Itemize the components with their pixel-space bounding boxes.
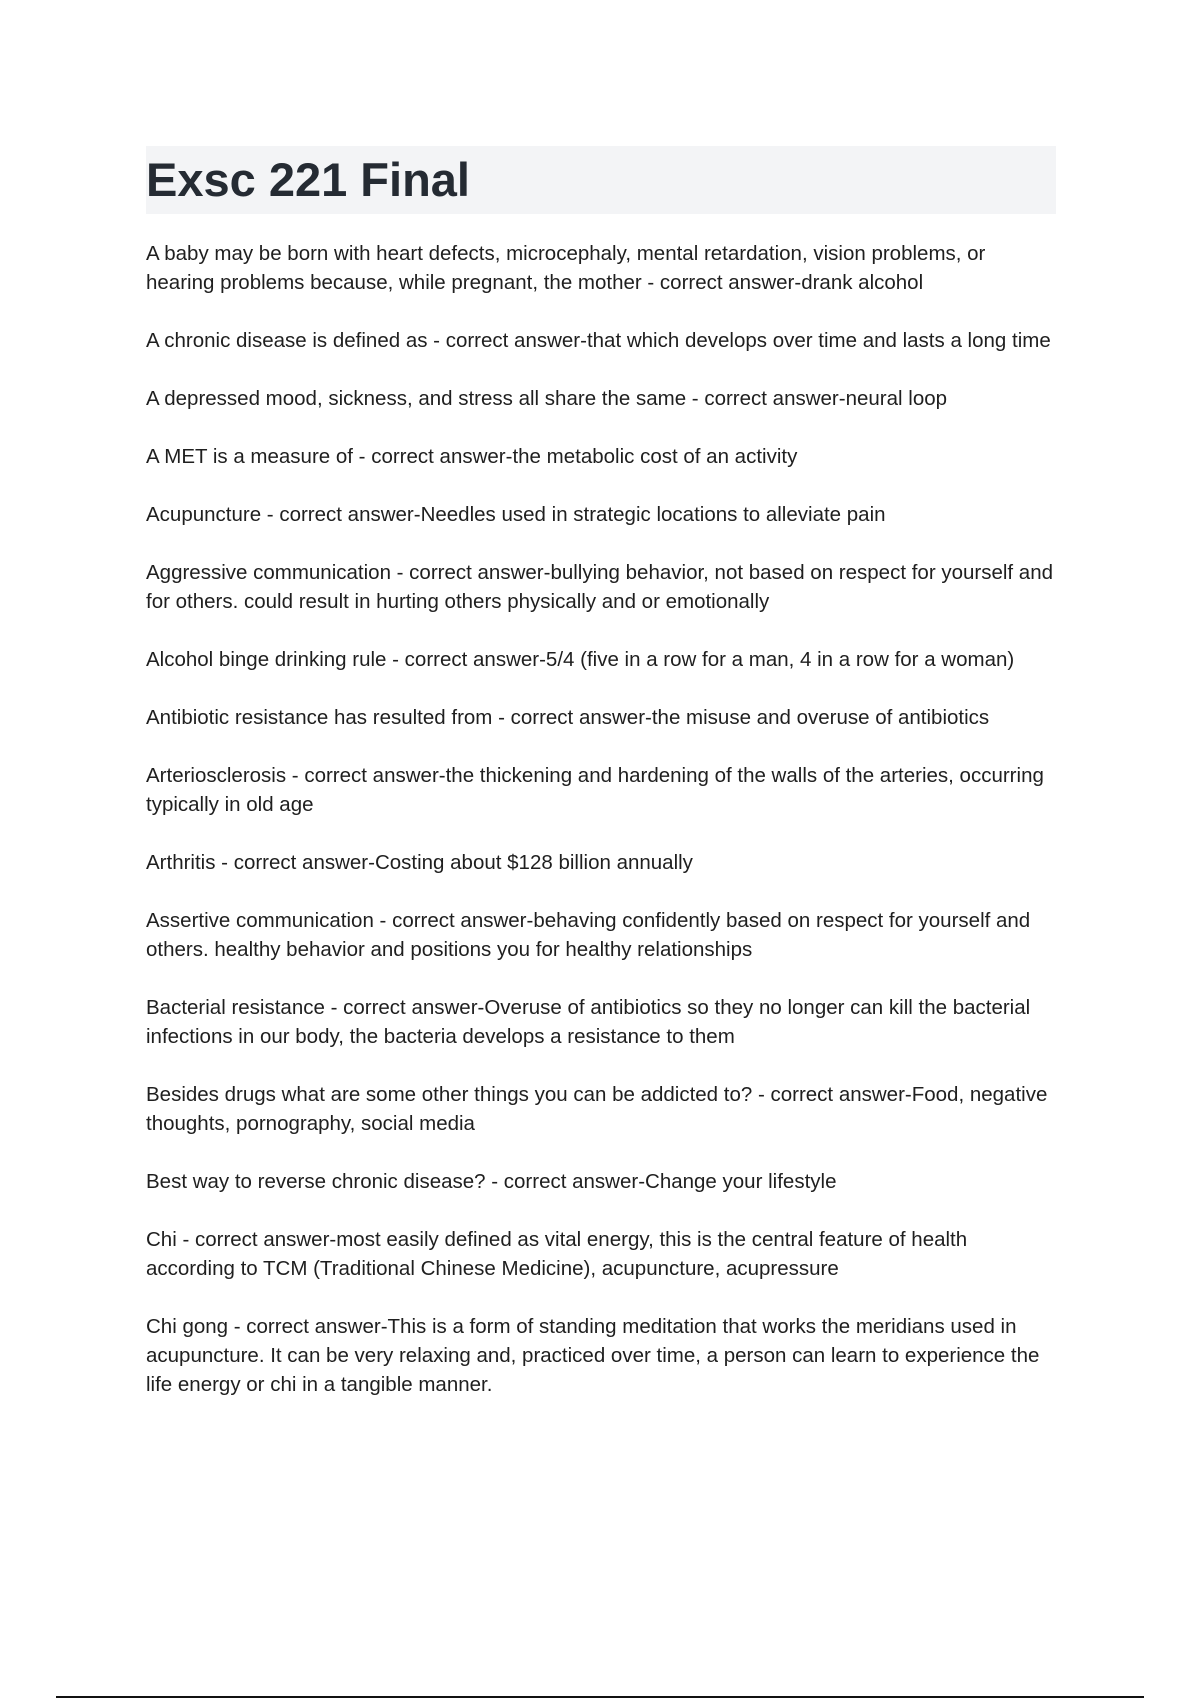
title-banner (146, 146, 1056, 214)
qa-item: Chi gong - correct answer-This is a form of standing meditation that works the meridians used in acupuncture. It can be very relaxing and, practiced over time, a person can learn to experience the life energy or chi in a tangible manner. (146, 1315, 1040, 1396)
qa-item: A baby may be born with heart defects, microcephaly, mental retardation, vision problems, or hearing problems because, while pregnant, the mother - correct answer-drank alcohol (146, 242, 986, 294)
qa-list (146, 239, 1056, 1428)
qa-item: A MET is a measure of - correct answer-the metabolic cost of an activity (146, 445, 798, 468)
qa-item: A depressed mood, sickness, and stress all share the same - correct answer-neural loop (146, 387, 948, 410)
page-title: Exsc 221 Final (146, 153, 470, 206)
qa-item: Besides drugs what are some other things you can be addicted to? - correct answer-Food, negative thoughts, pornography, social media (146, 1083, 1048, 1135)
qa-item: Best way to reverse chronic disease? - correct answer-Change your lifestyle (146, 1170, 837, 1193)
qa-item: Bacterial resistance - correct answer-Overuse of antibiotics so they no longer can kill the bacterial infections in our body, the bacteria develops a resistance to them (146, 996, 1031, 1048)
qa-item: Assertive communication - correct answer-behaving confidently based on respect for yourself and others. healthy behavior and positions you for healthy relationships (146, 909, 1031, 961)
qa-item: A chronic disease is defined as - correct answer-that which develops over time and lasts a long time (146, 329, 1051, 352)
page-footer-divider (56, 1696, 1144, 1698)
qa-item: Antibiotic resistance has resulted from - correct answer-the misuse and overuse of antibiotics (146, 706, 990, 729)
qa-item: Arteriosclerosis - correct answer-the thickening and hardening of the walls of the arteries, occurring typically in old age (146, 764, 1044, 816)
qa-item: Chi - correct answer-most easily defined as vital energy, this is the central feature of health according to TCM (Traditional Chinese Medicine), acupuncture, acupressure (146, 1228, 968, 1280)
qa-item: Acupuncture - correct answer-Needles used in strategic locations to alleviate pain (146, 503, 886, 526)
qa-item: Alcohol binge drinking rule - correct answer-5/4 (five in a row for a man, 4 in a row for a woman) (146, 648, 1015, 671)
qa-item: Arthritis - correct answer-Costing about $128 billion annually (146, 851, 693, 874)
qa-item: Aggressive communication - correct answer-bullying behavior, not based on respect for yourself and for others. could result in hurting others physically and or emotionally (146, 561, 1054, 613)
